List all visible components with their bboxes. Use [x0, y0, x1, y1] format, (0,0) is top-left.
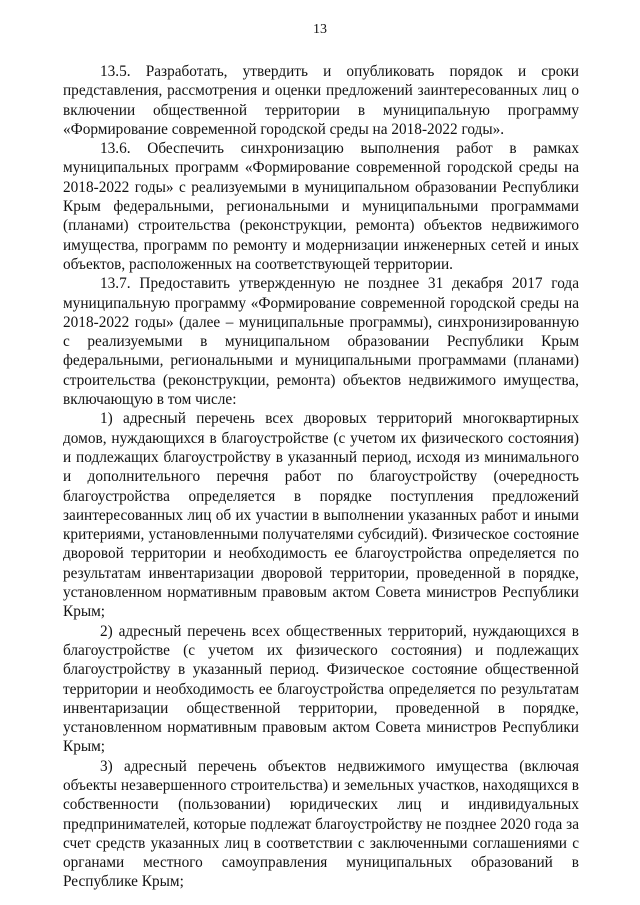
paragraph-13-5: 13.5. Разработать, утвердить и опубликовать порядок и сроки представления, рассмотрения и оценки предложений заинтересованных лиц о включении общественной территории в муниципальную программу «Формирование современной городской среды на 2018-2022 годы». [63, 63, 579, 138]
list-item-1: 1) адресный перечень всех дворовых территорий многоквартирных домов, нуждающихся в благоустройстве (с учетом их физического состояния) и подлежащих благоустройству в указанный период, исходя из минимального и дополнительного перечня работ по благоустройству (очередность благоустройства определяется в порядке поступления предложений заинтересованных лиц об их участии в выполнении указанных работ и иными критериями, установленными получателями субсидий). Физическое состояние дворовой территории и необходимость ее благоустройства определяется по результатам инвентаризации дворовой территории, проведенной в порядке, установленном нормативным правовым актом Совета министров Республики Крым; [63, 410, 579, 621]
list-item-2: 2) адресный перечень всех общественных территорий, нуждающихся в благоустройстве (с учетом их физического состояния) и подлежащих благоустройству в указанный период. Физическое состояние общественной территории и необходимость ее благоустройства определяется по результатам инвентаризации общественной территории, проведенной в порядке, установленном нормативным правовым актом Совета министров Республики Крым; [63, 622, 579, 756]
document-body [63, 62, 579, 892]
paragraph-13-7: 13.7. Предоставить утвержденную не позднее 31 декабря 2017 года муниципальную программу «Формирование современной городской среды на 2018-2022 годы» (далее – муниципальные программы), синхронизированную с реализуемыми в муниципальном образовании Республики Крым федеральными, региональными и муниципальными программами (планами) строительства (реконструкции, ремонта) объектов недвижимого имущества, включающую в том числе: [63, 275, 579, 409]
page-number: 13 [313, 22, 327, 37]
paragraph-13-6: 13.6. Обеспечить синхронизацию выполнения работ в рамках муниципальных программ «Формирование современной городской среды на 2018-2022 годы» с реализуемыми в муниципальном образовании Республики Крым федеральными, региональными и муниципальными программами (планами) строительства (реконструкции, ремонта) объектов недвижимого имущества, программ по ремонту и модернизации инженерных сетей и иных объектов, расположенных на соответствующей территории. [63, 140, 579, 273]
list-item-3: 3) адресный перечень объектов недвижимого имущества (включая объекты незавершенного строительства) и земельных участков, находящихся в собственности (пользовании) юридических лиц и индивидуальных предпринимателей, которые подлежат благоустройству не позднее 2020 года за счет средств указанных лиц в соответствии с заключенными соглашениями с органами местного самоуправления муниципальных образований в Республике Крым; [63, 757, 579, 891]
